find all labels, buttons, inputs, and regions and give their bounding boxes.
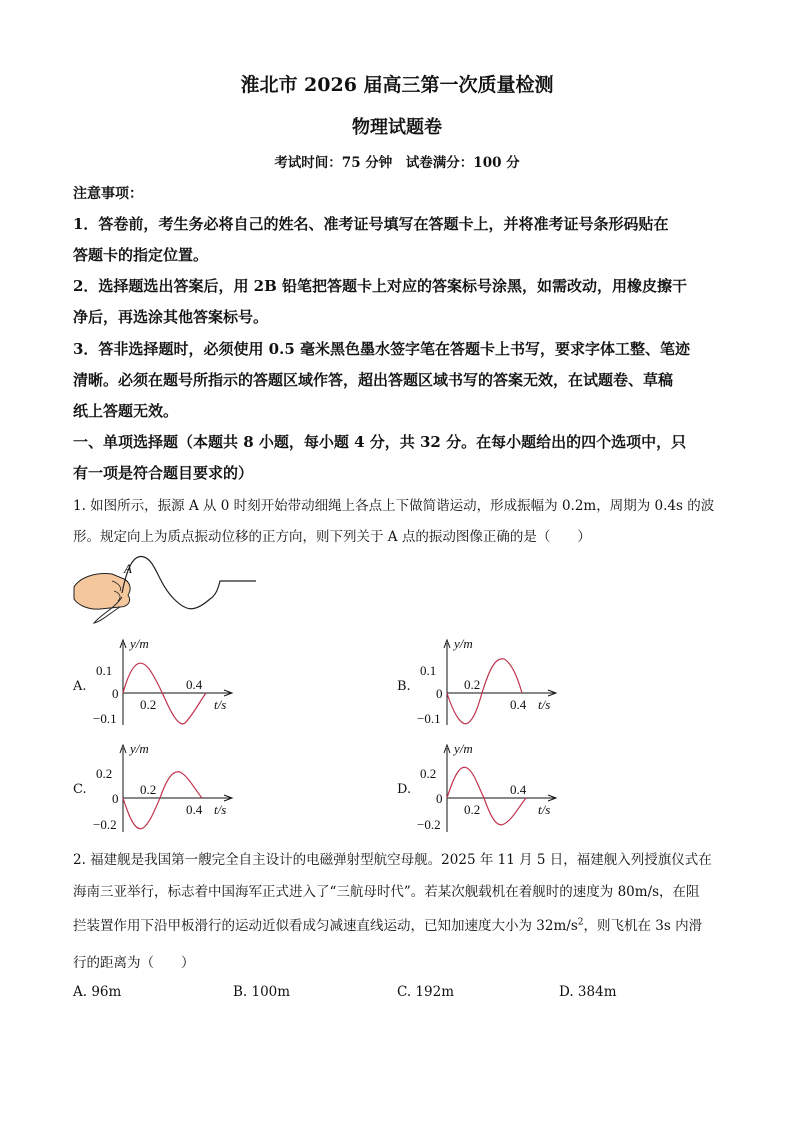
svg-text:−0.1: −0.1 — [417, 711, 441, 726]
question-1-text: 1. 如图所示，振源 A 从 0 时刻开始带动细绳上各点上下做简谐运动，形成振幅为 0.2m，周期为 0.4s 的波 — [73, 498, 715, 514]
svg-text:0: 0 — [436, 791, 443, 806]
svg-text:t/s: t/s — [214, 802, 227, 817]
question-2-text: 拦装置作用下沿甲板滑行的运动近似看成匀减速直线运动，已知加速度大小为 $32m/s^2$，则飞机在 3s 内滑 — [73, 917, 703, 934]
svg-text:−0.2: −0.2 — [93, 817, 117, 832]
hand-rope-figure — [70, 555, 260, 630]
sine-curve — [123, 772, 202, 829]
svg-text:0: 0 — [112, 686, 119, 701]
svg-text:y/m: y/m — [130, 741, 149, 756]
graph-option-d — [414, 740, 564, 835]
section-heading: 有一项是符合题目要求的） — [73, 464, 254, 482]
svg-text:0.2: 0.2 — [464, 677, 481, 692]
svg-text:0.4: 0.4 — [510, 782, 527, 797]
svg-text:0.4: 0.4 — [186, 677, 203, 692]
svg-text:y/m: y/m — [454, 636, 473, 651]
svg-text:0.1: 0.1 — [96, 663, 113, 678]
svg-text:0.2: 0.2 — [140, 697, 157, 712]
svg-text:t/s: t/s — [538, 697, 551, 712]
option-d-label: D. — [397, 782, 412, 797]
q2-option-b: B. 100m — [233, 984, 291, 1000]
svg-text:−0.1: −0.1 — [93, 711, 117, 726]
graph-option-a — [90, 635, 240, 730]
question-2-text: 2. 福建舰是我国第一艘完全自主设计的电磁弹射型航空母舰。2025 年 11 月 5 日，福建舰入列授旗仪式在 — [73, 852, 712, 868]
svg-text:0: 0 — [112, 791, 119, 806]
q2-option-a: A. 96m — [73, 984, 122, 1000]
notice-line: 2．选择题选出答案后，用 2B 铅笔把答题卡上对应的答案标号涂黑，如需改动，用橡皮擦干 — [73, 277, 688, 295]
svg-text:0.1: 0.1 — [420, 663, 437, 678]
option-c-label: C. — [73, 782, 87, 797]
option-a-label: A. — [73, 679, 87, 694]
svg-text:0.2: 0.2 — [96, 766, 113, 781]
question-2-text: 海南三亚举行，标志着中国海军正式进入了“三航母时代”。若某次舰载机在着舰时的速度为 80m/s，在阻 — [73, 884, 700, 900]
graph-option-c — [90, 740, 240, 835]
svg-text:0.4: 0.4 — [186, 802, 203, 817]
point-a-label: A — [124, 561, 132, 576]
notice-heading: 注意事项： — [73, 186, 143, 202]
notice-line: 答题卡的指定位置。 — [73, 246, 209, 264]
svg-text:0.2: 0.2 — [464, 802, 481, 817]
svg-text:0.2: 0.2 — [420, 766, 437, 781]
question-2-text: 行的距离为（ ） — [73, 955, 195, 971]
notice-line: 1．答卷前，考生务必将自己的姓名、准考证号填写在答题卡上，并将准考证号条形码贴在 — [73, 215, 669, 233]
svg-text:t/s: t/s — [538, 802, 551, 817]
hand-shape — [74, 574, 130, 610]
svg-text:0.2: 0.2 — [140, 782, 157, 797]
svg-text:y/m: y/m — [454, 741, 473, 756]
exam-info: 考试时间：75 分钟 试卷满分：100 分 — [274, 155, 520, 171]
svg-text:t/s: t/s — [214, 697, 227, 712]
graph-option-b — [414, 635, 564, 730]
notice-line: 清晰。必须在题号所指示的答题区域作答，超出答题区域书写的答案无效，在试题卷、草稿 — [73, 371, 674, 389]
notice-line: 纸上答题无效。 — [73, 402, 179, 420]
notice-line: 3．答非选择题时，必须使用 0.5 毫米黑色墨水签字笔在答题卡上书写，要求字体工整、笔迹 — [73, 340, 690, 358]
svg-text:y/m: y/m — [130, 636, 149, 651]
option-b-label: B. — [397, 679, 411, 694]
sine-curve — [123, 663, 206, 724]
notice-line: 净后，再选涂其他答案标号。 — [73, 308, 269, 326]
svg-text:0: 0 — [436, 686, 443, 701]
sine-curve — [447, 659, 522, 724]
exam-title: 淮北市 2026 届高三第一次质量检测 — [240, 74, 554, 96]
q2-option-d: D. 384m — [559, 984, 617, 1000]
exam-subtitle: 物理试题卷 — [352, 117, 442, 138]
q2-option-c: C. 192m — [397, 984, 454, 1000]
rope-wave — [122, 556, 256, 608]
question-1-text: 形。规定向上为质点振动位移的正方向，则下列关于 A 点的振动图像正确的是（ ） — [73, 529, 591, 545]
svg-text:−0.2: −0.2 — [417, 817, 441, 832]
section-heading: 一、单项选择题（本题共 8 小题，每小题 4 分，共 32 分。在每小题给出的四个选项中，只 — [73, 433, 687, 451]
svg-text:0.4: 0.4 — [510, 697, 527, 712]
